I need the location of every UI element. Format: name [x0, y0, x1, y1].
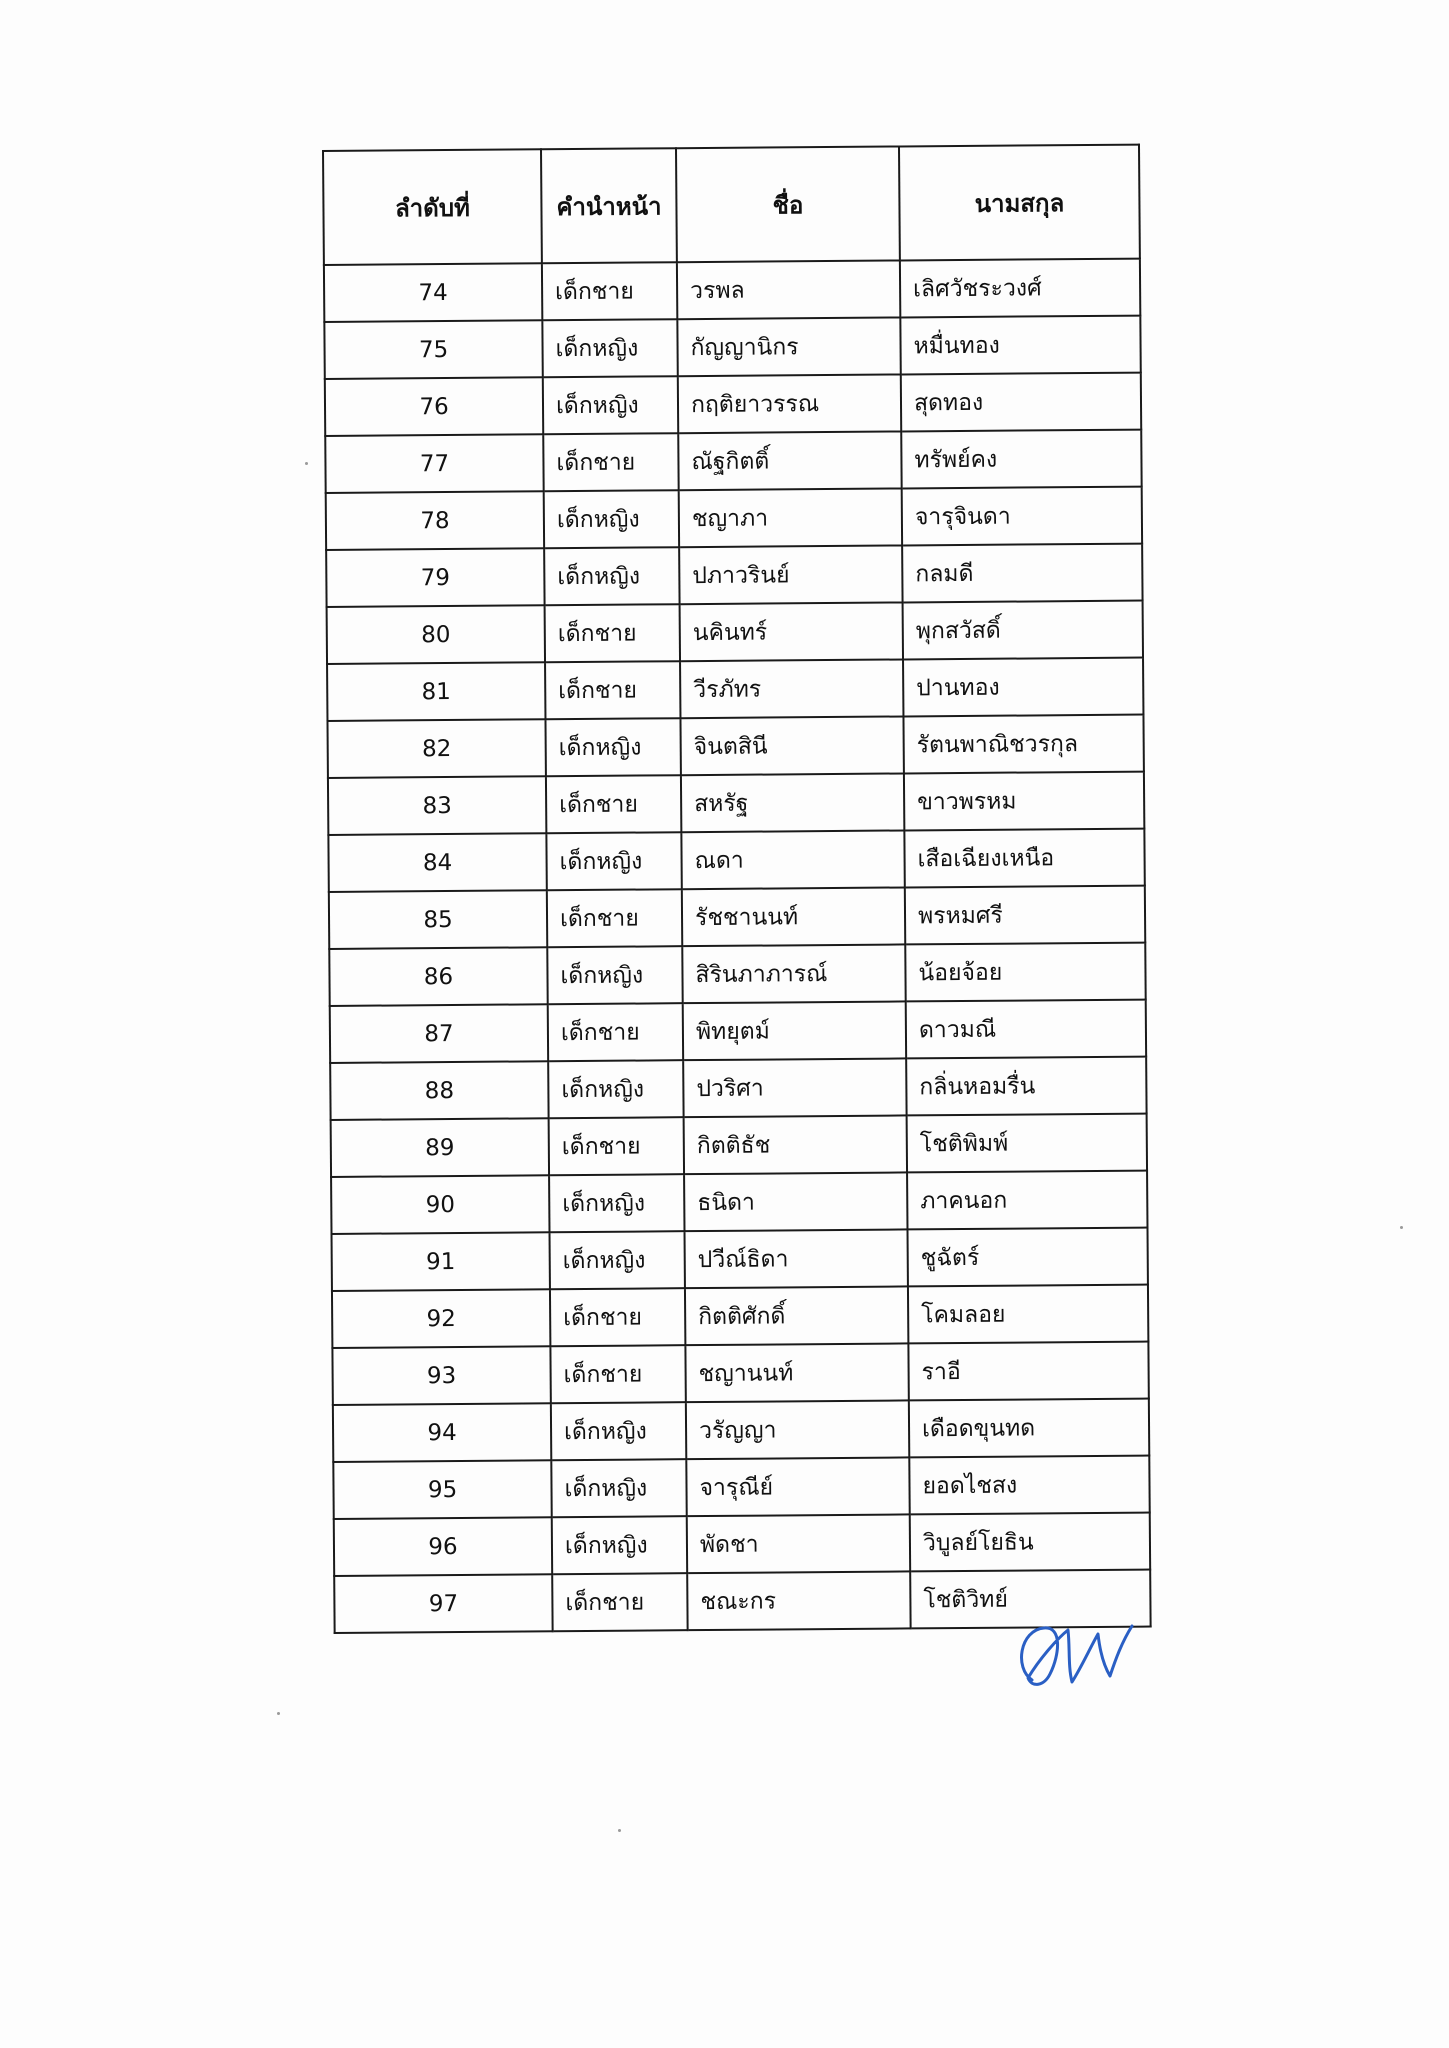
cell-order: 97: [334, 1574, 552, 1633]
table-row: [332, 1228, 1148, 1291]
header-order: ลำดับที่: [323, 149, 542, 265]
scan-speck: [618, 1829, 621, 1832]
cell-first-name: ณัฐกิตติ์: [678, 431, 901, 490]
cell-first-name: ธนิดา: [684, 1172, 907, 1231]
table-row: [333, 1456, 1149, 1519]
cell-order: 86: [329, 947, 547, 1006]
cell-prefix: เด็กหญิง: [544, 490, 679, 548]
cell-prefix: เด็กชาย: [552, 1573, 687, 1631]
cell-first-name: สหรัฐ: [681, 773, 904, 832]
cell-last-name: หมื่นทอง: [900, 316, 1140, 375]
cell-order: 83: [328, 776, 546, 835]
cell-last-name: ราอี: [908, 1342, 1148, 1401]
cell-last-name: จารุจินดา: [902, 487, 1142, 546]
cell-first-name: ณดา: [681, 830, 904, 889]
cell-first-name: นคินทร์: [680, 602, 903, 661]
cell-order: 95: [333, 1460, 551, 1519]
cell-last-name: ปานทอง: [903, 658, 1143, 717]
table-row: [331, 1114, 1147, 1177]
cell-first-name: กัญญานิกร: [677, 317, 900, 376]
table-row: [332, 1342, 1148, 1405]
cell-order: 90: [331, 1175, 549, 1234]
cell-prefix: เด็กหญิง: [552, 1516, 687, 1574]
cell-first-name: สิรินภาภารณ์: [682, 944, 905, 1003]
cell-order: 85: [329, 890, 547, 949]
cell-first-name: ปวริศา: [683, 1058, 906, 1117]
cell-last-name: น้อยจ้อย: [905, 943, 1145, 1002]
cell-last-name: โชติพิมพ์: [907, 1114, 1147, 1173]
cell-first-name: จารุณีย์: [686, 1457, 909, 1516]
table-row: [326, 544, 1142, 607]
cell-first-name: กฤติยาวรรณ: [678, 374, 901, 433]
table-row: [334, 1513, 1150, 1576]
table-row: [328, 772, 1144, 835]
cell-prefix: เด็กชาย: [545, 604, 680, 662]
table-row: [325, 430, 1141, 493]
cell-prefix: เด็กหญิง: [547, 946, 682, 1004]
cell-order: 92: [332, 1289, 550, 1348]
cell-prefix: เด็กชาย: [550, 1288, 685, 1346]
cell-order: 75: [324, 320, 542, 379]
cell-prefix: เด็กหญิง: [551, 1402, 686, 1460]
header-prefix: คำนำหน้า: [541, 148, 677, 263]
cell-order: 80: [327, 605, 545, 664]
cell-last-name: ชูฉัตร์: [907, 1228, 1147, 1287]
student-roster-table: [322, 144, 1152, 1634]
table-row: [324, 259, 1140, 322]
cell-order: 96: [334, 1517, 552, 1576]
table-row: [327, 715, 1143, 778]
cell-prefix: เด็กชาย: [542, 262, 677, 320]
cell-first-name: วรัญญา: [686, 1400, 909, 1459]
table-row: [333, 1399, 1149, 1462]
cell-last-name: โคมลอย: [908, 1285, 1148, 1344]
cell-prefix: เด็กชาย: [546, 775, 681, 833]
signature-stroke: [1022, 1626, 1132, 1684]
table-row: [328, 829, 1144, 892]
cell-prefix: เด็กหญิง: [542, 319, 677, 377]
cell-first-name: ชณะกร: [687, 1571, 910, 1630]
cell-first-name: ชญานนท์: [685, 1343, 908, 1402]
cell-last-name: ยอดไชสง: [909, 1456, 1149, 1515]
cell-order: 94: [333, 1403, 551, 1462]
table-header-row: [323, 145, 1140, 265]
table-row: [327, 601, 1143, 664]
cell-prefix: เด็กชาย: [549, 1117, 684, 1175]
cell-last-name: พุกสวัสดิ์: [903, 601, 1143, 660]
cell-prefix: เด็กหญิง: [551, 1459, 686, 1517]
header-first-name: ชื่อ: [676, 146, 900, 262]
cell-first-name: พิทยุตม์: [683, 1001, 906, 1060]
scan-speck: [305, 462, 308, 465]
header-last-name: นามสกุล: [899, 145, 1140, 261]
cell-order: 76: [325, 377, 543, 436]
cell-order: 89: [331, 1118, 549, 1177]
cell-first-name: รัชชานนท์: [682, 887, 905, 946]
handwritten-signature: [1010, 1608, 1140, 1698]
table-row: [330, 1057, 1146, 1120]
cell-prefix: เด็กชาย: [550, 1345, 685, 1403]
cell-prefix: เด็กหญิง: [548, 1060, 683, 1118]
cell-prefix: เด็กหญิง: [549, 1174, 684, 1232]
cell-last-name: ดาวมณี: [906, 1000, 1146, 1059]
table-row: [331, 1171, 1147, 1234]
cell-last-name: เสือเฉียงเหนือ: [904, 829, 1144, 888]
cell-order: 74: [324, 263, 542, 322]
cell-first-name: ปภาวรินย์: [679, 545, 902, 604]
cell-first-name: กิตติธัช: [684, 1115, 907, 1174]
cell-prefix: เด็กหญิง: [545, 718, 680, 776]
cell-order: 91: [332, 1232, 550, 1291]
table-row: [330, 1000, 1146, 1063]
cell-prefix: เด็กหญิง: [543, 376, 678, 434]
cell-last-name: พรหมศรี: [905, 886, 1145, 945]
cell-last-name: เลิศวัชระวงศ์: [900, 259, 1140, 318]
table-row: [327, 658, 1143, 721]
cell-last-name: สุดทอง: [901, 373, 1141, 432]
cell-last-name: วิบูลย์โยธิน: [910, 1513, 1150, 1572]
cell-prefix: เด็กหญิง: [550, 1231, 685, 1289]
cell-order: 78: [326, 491, 544, 550]
cell-first-name: วรพล: [677, 260, 900, 319]
cell-first-name: วีรภัทร: [680, 659, 903, 718]
cell-last-name: กลิ่นหอมรื่น: [906, 1057, 1146, 1116]
cell-prefix: เด็กชาย: [545, 661, 680, 719]
cell-order: 81: [327, 662, 545, 721]
cell-last-name: โชติวิทย์: [910, 1570, 1150, 1629]
cell-order: 79: [326, 548, 544, 607]
cell-order: 82: [327, 719, 545, 778]
cell-first-name: จินตสินี: [680, 716, 903, 775]
table-row: [332, 1285, 1148, 1348]
table-row: [329, 943, 1145, 1006]
cell-prefix: เด็กหญิง: [546, 832, 681, 890]
table-body: [324, 259, 1151, 1633]
cell-order: 77: [325, 434, 543, 493]
cell-first-name: พัดชา: [687, 1514, 910, 1573]
table-row: [329, 886, 1145, 949]
cell-last-name: ทรัพย์คง: [901, 430, 1141, 489]
cell-prefix: เด็กหญิง: [544, 547, 679, 605]
table-row: [325, 373, 1141, 436]
cell-order: 84: [328, 833, 546, 892]
cell-prefix: เด็กชาย: [543, 433, 678, 491]
cell-last-name: ภาคนอก: [907, 1171, 1147, 1230]
cell-order: 88: [330, 1061, 548, 1120]
cell-order: 87: [330, 1004, 548, 1063]
cell-order: 93: [332, 1346, 550, 1405]
cell-last-name: เดือดขุนทด: [909, 1399, 1149, 1458]
cell-prefix: เด็กชาย: [548, 1003, 683, 1061]
cell-first-name: กิตติศักดิ์: [685, 1286, 908, 1345]
table-row: [326, 487, 1142, 550]
scan-speck: [1400, 1226, 1403, 1229]
cell-first-name: ชญาภา: [679, 488, 902, 547]
table-row: [324, 316, 1140, 379]
cell-prefix: เด็กชาย: [547, 889, 682, 947]
cell-last-name: กลมดี: [902, 544, 1142, 603]
cell-last-name: รัตนพาณิชวรกุล: [903, 715, 1143, 774]
scan-speck: [277, 1712, 280, 1715]
cell-last-name: ขาวพรหม: [904, 772, 1144, 831]
cell-first-name: ปวีณ์ธิดา: [685, 1229, 908, 1288]
